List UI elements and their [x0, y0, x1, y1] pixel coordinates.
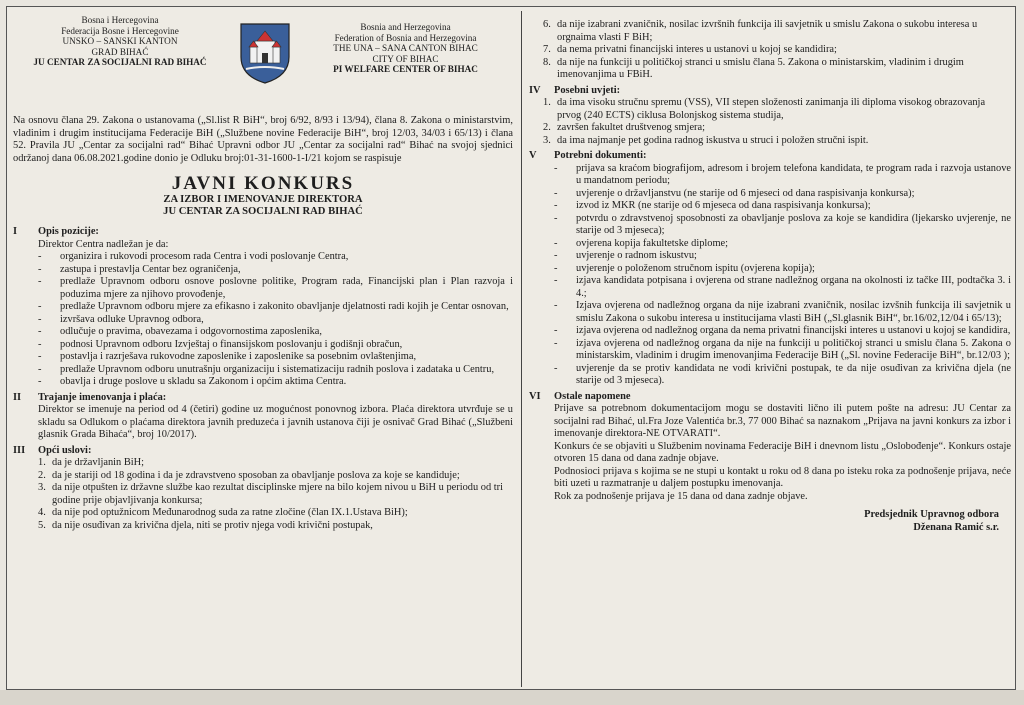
item-text: da nije otpušten iz državne službe kao rezultat disciplinske mjere na bilo kojem nivou u BiH u periodu od tri godine prije objavljivanja konkursa;	[52, 482, 504, 506]
list-item: - uvjerenje o položenom stručnom ispitu (ovjerena kopija);	[554, 263, 1011, 276]
list-item: - zastupa i prestavlja Centar bez ograničenja,	[38, 264, 513, 277]
section-lead: Direktor Centra nadležan je da:	[38, 238, 169, 250]
item-text: da ima visoku stručnu spremu (VSS), VII stepen složenosti zanimanja ili diploma visokog obrazovanja prvog (240 ECTS) ciklusa Bolonjskog sistema studija,	[557, 97, 986, 121]
section-number: IV	[529, 84, 541, 96]
letterhead-right	[303, 22, 508, 75]
item-text: završen fakultet društvenog smjera;	[557, 122, 706, 133]
section-4	[529, 85, 1011, 148]
item-number: 8.	[543, 56, 551, 68]
note-paragraph: Prijave sa potrebnom dokumentacijom mogu se dostaviti lično ili putem pošte na adresu: JU Centar za socijalni rad Bihać, ul.Fra Joze Valentića br.3, 77 000 Bihać sa naznakom „Prijava na javni konkurs za izbor i imenovanje direktora-NE OTVARATI“.	[554, 403, 1011, 439]
list-item: - izvršava odluke Upravnog odbora,	[38, 314, 513, 327]
list-item	[543, 135, 1011, 148]
hdr-right-line: Federation of Bosnia and Herzegovina	[334, 32, 477, 43]
item-number: 3.	[38, 482, 46, 493]
notice-subtitle: JU CENTAR ZA SOCIJALNI RAD BIHAĆ	[163, 206, 363, 217]
list-item	[543, 19, 1011, 44]
section-title: Posebni uvjeti:	[554, 84, 621, 96]
list-item	[38, 507, 513, 520]
list-item: - izvod iz MKR (ne starije od 6 mjeseca od dana raspisivanja konkursa);	[554, 200, 1011, 213]
list-item	[38, 482, 513, 507]
list-item: - izjava kandidata potpisana i ovjerena od strane nadležnog organa na okolnosti iz tačke III, podtačka 3. i 4.;	[554, 275, 1011, 300]
list-item: - ovjerena kopija fakultetske diplome;	[554, 238, 1011, 251]
list-item: - obavlja i druge poslove u skladu sa Zakonom i općim aktima Centra.	[38, 376, 513, 389]
list-item: - izjava ovjerena od nadležnog organa da nije na funkciji u političkoj stranci u smislu člana 5. Zakona o ministarskim, vladinim i drugim imenovanjima Federacije BiH („Sl. novine Federacije BiH“, br.12/03 );	[554, 338, 1011, 363]
item-text: da je državljanin BiH;	[52, 457, 145, 468]
list-item: - uvjerenje o državljanstvu (ne starije od 6 mjeseci od dana raspisivanja konkursa);	[554, 188, 1011, 201]
section-1	[13, 226, 513, 389]
hdr-left-line: UNSKO – SANSKI KANTON	[62, 36, 178, 47]
general-conditions-continued	[543, 19, 1011, 82]
hdr-left-line: Bosna i Hercegovina	[81, 15, 159, 25]
item-number: 1.	[38, 457, 46, 468]
general-conditions-list	[38, 457, 513, 532]
left-column	[13, 7, 513, 532]
note-paragraph: Konkurs će se objaviti u Službenim novinama Federacije BiH i dnevnom listu „Oslobođenje“. Konkurs ostaje otvoren 15 dana od dana zadnje objave.	[554, 440, 1011, 464]
section-3	[13, 445, 513, 533]
note-paragraph: Rok za podnošenje prijava je 15 dana od dana zadnje objave.	[554, 490, 808, 502]
section-2	[13, 392, 513, 442]
letterhead	[13, 7, 513, 93]
item-text: da nije na funkciji u političkoj stranci u smislu člana 5. Zakona o ministarskim, vladinim i drugim imenovanjima u FBiH.	[557, 56, 964, 80]
hdr-right-line: Bosnia and Herzegovina	[360, 22, 451, 32]
item-number: 5.	[38, 519, 46, 531]
duties-list	[38, 251, 513, 389]
hdr-left-line: Federacija Bosne i Hercegovine	[61, 25, 179, 36]
list-item: - predlaže Upravnom odboru osnove poslovne politike, Program rada, Financijski plan i Plan razvoja i poduzima mjere za njihovo provođenje,	[38, 276, 513, 301]
section-number: VI	[529, 390, 541, 402]
intro-paragraph: Na osnovu člana 29. Zakona o ustanovama („Sl.list R BiH“, broj 6/92, 8/93 i 13/94), člana 8. Zakona o ministarstvim, vladinim i drugim institucijama Federacije BiH („Službene novine Federacije BiH“, broj 12/03, 34/03 i 65/13) i člana 52. Pravila JU „Centar za socijalni rad“ Bihać Upravni odbor JU „Centar za socijalni rad“ Bihać na svojoj sjednici održanoj dana 06.08.2021.godine donio je Odluku broj:01-31-1600-1-I/21 kojom se raspisuje	[13, 115, 513, 164]
hdr-left-line: GRAD BIHAĆ	[91, 46, 149, 57]
column-divider	[521, 11, 522, 687]
list-item	[38, 470, 513, 483]
item-number: 1.	[543, 97, 551, 108]
item-number: 7.	[543, 44, 551, 55]
signature-name: Dženana Ramić s.r.	[913, 521, 999, 533]
list-item: - predlaže Upravnom odboru unutrašnju organizaciju i sistematizaciju radnih poslova i zadataka u Centru,	[38, 364, 513, 377]
notice-page	[6, 6, 1016, 690]
item-number: 4.	[38, 507, 46, 518]
item-number: 6.	[543, 19, 551, 30]
list-item: - organizira i rukovodi procesom rada Centra i vodi poslovanje Centra,	[38, 251, 513, 264]
letterhead-left	[15, 15, 225, 68]
list-item	[543, 57, 1011, 82]
item-number: 2.	[543, 122, 551, 133]
signature-role: Predsjednik Upravnog odbora	[864, 509, 999, 520]
section-number: II	[13, 391, 22, 403]
item-text: da nije pod optužnicom Međunarodnog suda za ratne zločine (član IX.1.Ustava BiH);	[52, 507, 408, 518]
section-number: V	[529, 150, 537, 161]
list-item: - prijava sa kraćom biografijom, adresom i brojem telefona kandidata, te program rada i razvoja ustanove u mandatnom periodu;	[554, 163, 1011, 188]
item-text: da nije osuđivan za krivična djela, niti se protiv njega vodi krivični postupak,	[52, 519, 373, 531]
section-title: Ostale napomene	[554, 390, 631, 402]
list-item: - predlaže Upravnom odboru mjere za efikasno i zakonito obavljanje djelatnosti radi kojih je Centar osnovan,	[38, 301, 513, 314]
list-item: - potvrdu o zdravstvenoj sposobnosti za obavljanje poslova za koje se kandidira (ljekarsko uvjerenje, ne starije od 3 mjeseca);	[554, 213, 1011, 238]
note-paragraph: Podnosioci prijava s kojima se ne stupi u kontakt u roku od 8 dana po isteku roka za podnošenje prijava, neće biti uzeti u razmatranje u daljem postupku imenovanja.	[554, 465, 1011, 489]
documents-list	[554, 163, 1011, 388]
item-text: da ima najmanje pet godina radnog iskustva u struci i položen stručni ispit.	[557, 134, 869, 146]
right-column	[529, 19, 1011, 534]
list-item: - odlučuje o pravima, obavezama i odgovornostima zaposlenika,	[38, 326, 513, 339]
hdr-right-line: PI WELFARE CENTER OF BIHAC	[333, 64, 478, 75]
section-number: III	[13, 444, 26, 456]
list-item	[543, 44, 1011, 57]
hdr-right-line: CITY OF BIHAC	[372, 53, 439, 64]
section-title: Opći uslovi:	[38, 444, 92, 456]
item-number: 2.	[38, 469, 46, 481]
notice-subtitle: ZA IZBOR I IMENOVANJE DIREKTORA	[163, 194, 363, 205]
section-6	[529, 391, 1011, 504]
section-title: Trajanje imenovanja i plaća:	[38, 391, 167, 403]
section-title: Potrebni dokumenti:	[554, 150, 647, 161]
section-number: I	[13, 226, 18, 237]
list-item: - izjava ovjerena od nadležnog organa da nema privatni financijski interes u ustanovi u kojoj se kandidira,	[554, 325, 1011, 338]
list-item: - Izjava ovjerena od nadležnog organa da nije izabrani zvaničnik, nosilac izvšnih funkcija ili savjetnik u smislu Zakona o sukobu interesa u institucijama vlasti BiH („Sl.glasnik BiH“, br.16/02,12/04 i 65/13);	[554, 300, 1011, 325]
list-item: - podnosi Upravnom odboru Izvještaj o finansijskom poslovanju i godišnji obračun,	[38, 339, 513, 352]
special-conditions-list	[543, 97, 1011, 147]
list-item: - uvjerenje o radnom iskustvu;	[554, 250, 1011, 263]
list-item	[543, 97, 1011, 122]
page-bottom-edge	[0, 690, 1024, 705]
list-item	[38, 520, 513, 533]
item-text: da je stariji od 18 godina i da je zdravstveno sposoban za obavljanje poslova za koje se kandiduje;	[52, 469, 460, 481]
section-title: Opis pozicije:	[38, 226, 99, 237]
city-crest-icon	[238, 21, 292, 85]
list-item	[543, 122, 1011, 135]
item-number: 3.	[543, 134, 551, 146]
list-item: - uvjerenje da se protiv kandidata ne vodi krivični postupak, te da nije osuđivan za krivična djela (ne starije od 3 mjeseca).	[554, 363, 1011, 388]
section-5	[529, 150, 1011, 388]
hdr-right-line: THE UNA – SANA CANTON BIHAC	[333, 43, 478, 54]
list-item	[38, 457, 513, 470]
section-text: Direktor se imenuje na period od 4 (četiri) godine uz mogućnost ponovnog izbora. Plaća direktora utvrđuje se u skladu sa Odlukom o plaćama direktora javnih preduzeća i javnih ustanova čiji je osnivač Grad Bihać („Službeni glasnik Grada Bihaća“, broj 10/2017).	[38, 404, 513, 440]
item-text: da nije izabrani zvaničnik, nosilac izvršnih funkcija ili savjetnik u smislu Zakona o sukobu interesa u orgnaima vlasti F BiH;	[557, 19, 978, 43]
hdr-left-line: JU CENTAR ZA SOCIJALNI RAD BIHAĆ	[33, 57, 207, 68]
list-item: - postavlja i razrješava rukovodne zaposlenike i zaposlenike sa posebnim ovlaštenjima,	[38, 351, 513, 364]
item-text: da nema privatni financijski interes u ustanovi u kojoj se kandidira;	[557, 44, 837, 55]
notice-title: JAVNI KONKURS	[171, 173, 355, 194]
signature-block	[529, 509, 999, 534]
